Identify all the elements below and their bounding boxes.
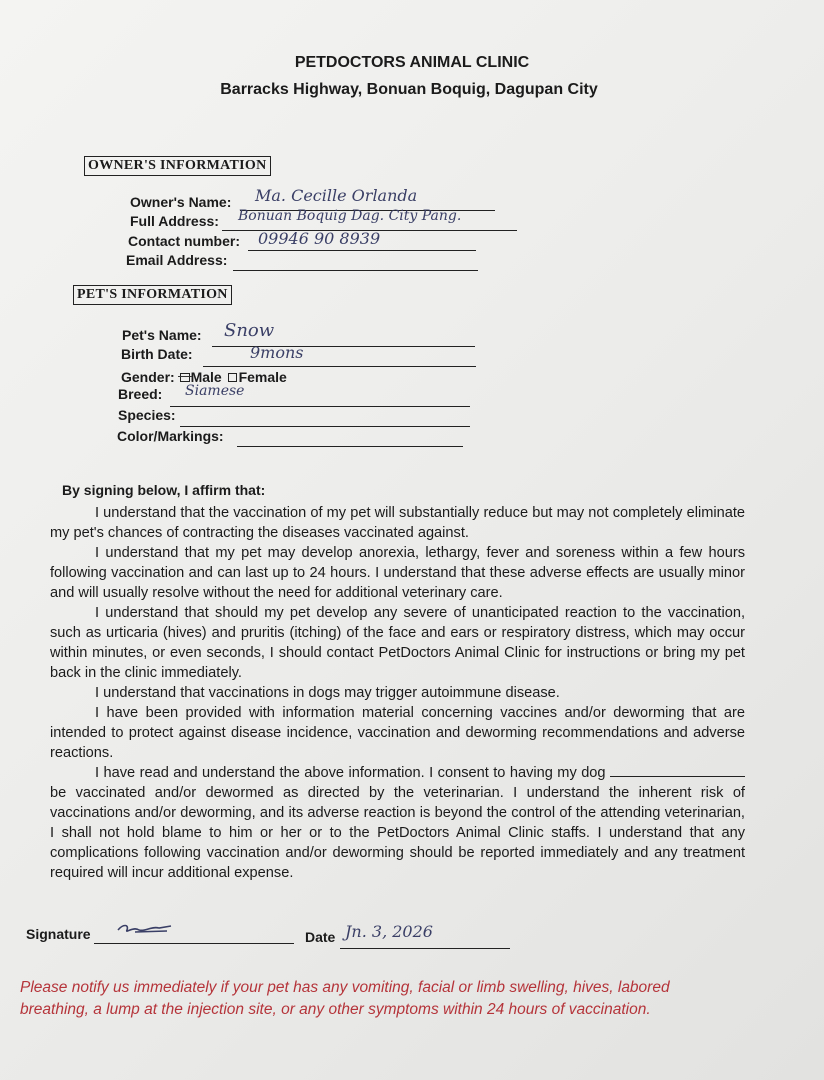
birth-date-value: 9mons	[250, 343, 304, 362]
email-field[interactable]	[233, 256, 478, 271]
consent-p5: I have been provided with information material concerning vaccines and/or deworming that are intended to protect against disease incidence, vaccination and deworming recommendations and adverse reactions.	[50, 705, 745, 761]
male-label: Male	[190, 369, 222, 385]
clinic-address: Barracks Highway, Bonuan Boquig, Dagupan City	[220, 81, 598, 98]
male-checkbox[interactable]	[180, 373, 190, 382]
consent-p6-end: be vaccinated and/or dewormed as directed by the veterinarian. I understand the inherent risk of vaccinations and/or deworming, and its adverse reaction is beyond the control of the attending veterinarian, I shall not hold blame to him or her or to the PetDoctors Animal Clinic staffs. I understand that any complications following vaccination and/or deworming should be reported immediately and any treatment required will incur additional expense.	[50, 785, 745, 881]
dog-name-field[interactable]	[610, 764, 745, 777]
consent-p3: I understand that should my pet develop any severe of unanticipated reaction to the vaccination, such as urticaria (hives) and pruritis (itching) of the face and ears or respiratory distress, which may occur within minutes, or even seconds, I should contact PetDoctors Animal Clinic for instructions or bring my pet back in the clinic immediately.	[50, 605, 745, 681]
signature-scribble	[115, 922, 175, 936]
color-field[interactable]	[237, 432, 463, 447]
female-checkbox[interactable]	[228, 373, 237, 382]
clinic-name: PETDOCTORS ANIMAL CLINIC	[294, 54, 530, 71]
consent-p4: I understand that vaccinations in dogs may trigger autoimmune disease.	[95, 685, 560, 701]
pet-name-value: Snow	[224, 320, 275, 341]
contact-value: 09946 90 8939	[258, 229, 381, 248]
vaccination-notice: Please notify us immediately if your pet has any vomiting, facial or limb swelling, hives, labored breathing, a lump at the injection site, or any other symptoms within 24 hours of vaccination.	[20, 979, 670, 1018]
date-value: Jn. 3, 2026	[345, 922, 433, 941]
color-label: Color/Markings:	[117, 428, 224, 444]
check-mark	[178, 376, 192, 377]
species-label: Species:	[118, 407, 176, 423]
breed-value: Siamese	[185, 383, 245, 399]
consent-body	[50, 503, 745, 883]
owner-name-value: Ma. Cecille Orlanda	[255, 186, 418, 205]
breed-label: Breed:	[118, 386, 163, 402]
date-label: Date	[305, 929, 336, 945]
consent-intro: By signing below, I affirm that:	[62, 482, 266, 498]
consent-p6	[50, 763, 745, 883]
consent-p1: I understand that the vaccination of my pet will substantially reduce but may not completely eliminate my pet's chances of contracting the diseases vaccinated against.	[50, 505, 745, 541]
pet-section-title: PET'S INFORMATION	[73, 285, 232, 305]
pet-name-label: Pet's Name:	[122, 327, 202, 343]
owner-name-label: Owner's Name:	[130, 194, 232, 210]
consent-p2: I understand that my pet may develop anorexia, lethargy, fever and soreness within a few hours following vaccination and can last up to 24 hours. I understand that these adverse effects are usually minor and will usually resolve without the need for additional veterinary care.	[50, 545, 745, 601]
gender-label-text: Gender:	[121, 369, 175, 385]
birth-date-label: Birth Date:	[121, 346, 193, 362]
consent-p6-start: I have read and understand the above information. I consent to having my dog	[95, 765, 606, 781]
address-label: Full Address:	[130, 213, 219, 229]
owner-section-title: OWNER'S INFORMATION	[84, 156, 271, 176]
email-label: Email Address:	[126, 252, 228, 268]
contact-label: Contact number:	[128, 233, 240, 249]
signature-label: Signature	[26, 926, 91, 942]
female-label: Female	[238, 369, 287, 385]
birth-date-field[interactable]	[203, 352, 476, 367]
address-value: Bonuan Boquig Dag. City Pang.	[238, 208, 462, 224]
species-field[interactable]	[180, 412, 470, 427]
